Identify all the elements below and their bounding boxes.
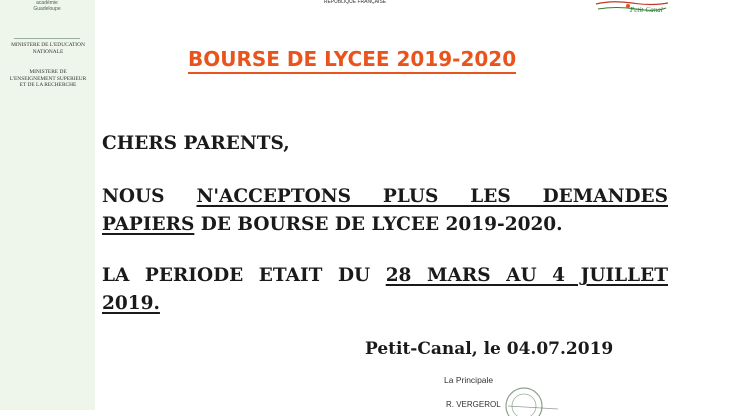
academie-label: académie Guadeloupe: [33, 0, 61, 12]
para1-underlined-2: PAPIERS: [102, 214, 195, 235]
logo-text: Petit-Canal: [630, 6, 663, 14]
signer-name: R. VERGEROL: [446, 400, 501, 409]
salutation: CHERS PARENTS,: [102, 133, 290, 154]
ministry-education-label: MINISTERE DE L'EDUCATION NATIONALE: [11, 42, 85, 55]
place-date-line: Petit-Canal, le 04.07.2019: [365, 339, 614, 359]
para2-lead: LA PERIODE ETAIT DU: [102, 265, 371, 286]
notice-paragraph-1: [102, 183, 668, 239]
para1-rest: DE BOURSE DE LYCEE 2019-2020.: [200, 214, 563, 235]
para2-underlined-2: 2019.: [102, 293, 160, 314]
official-stamp-icon: [498, 376, 558, 416]
document-title: BOURSE DE LYCEE 2019-2020: [188, 47, 516, 74]
republique-label: RÉPUBLIQUE FRANÇAISE: [323, 0, 387, 5]
para2-underlined: 28 MARS AU 4 JUILLET: [385, 265, 668, 286]
sidebar-divider: [14, 38, 80, 39]
notice-paragraph-2: [102, 262, 668, 318]
para1-underlined: N'ACCEPTONS PLUS LES DEMANDES: [196, 186, 668, 207]
signer-title: La Principale: [444, 375, 494, 385]
ministry-sidebar: [0, 0, 95, 410]
ministry-higher-education-label: MINISTERE DE L'ENSEIGNEMENT SUPERIEUR ET DE LA RECHERCHE: [9, 69, 87, 89]
para1-nous: NOUS: [102, 186, 165, 207]
